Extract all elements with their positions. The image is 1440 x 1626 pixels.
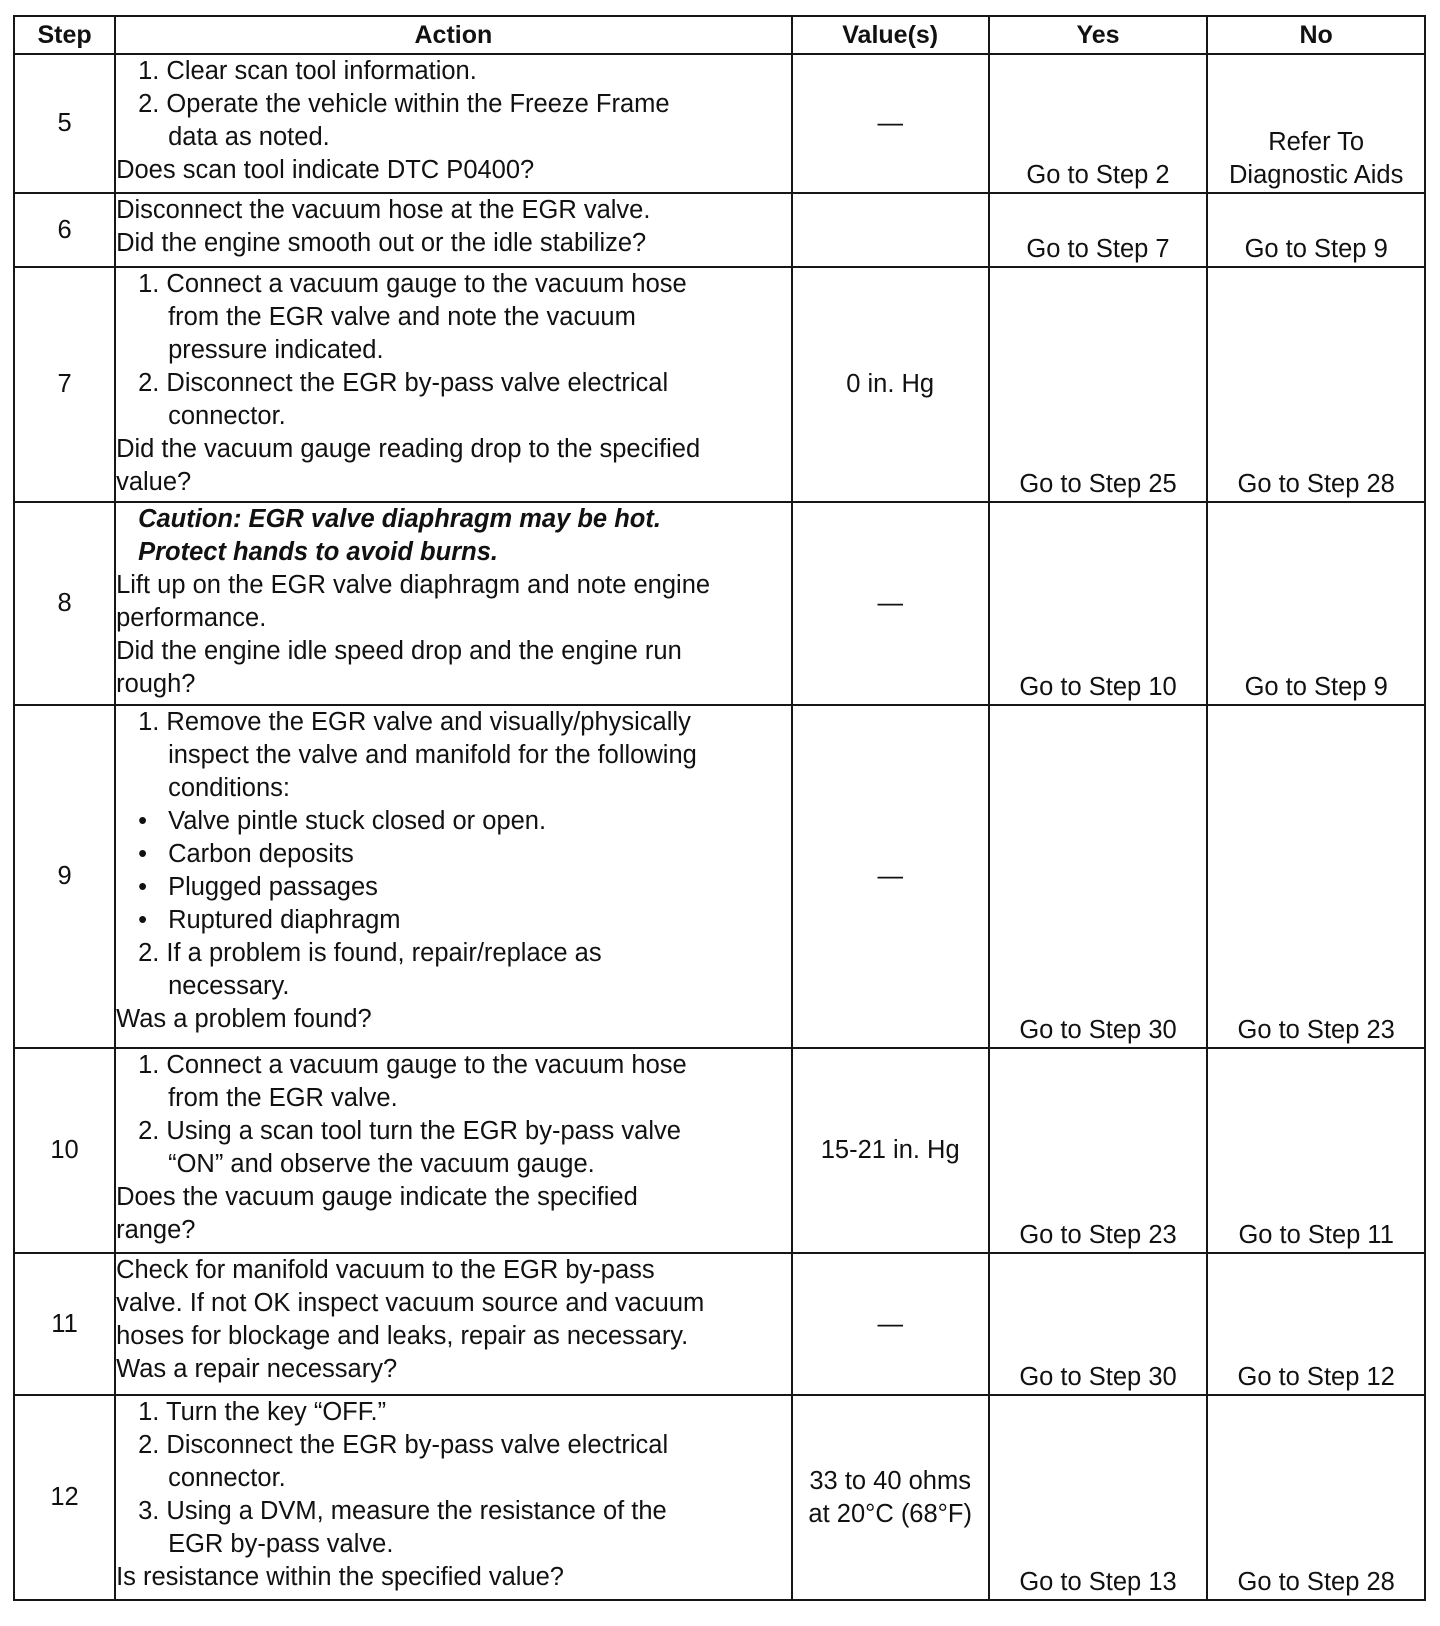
bullet-text: Plugged passages [168, 873, 378, 901]
step-number: 6 [14, 193, 115, 267]
no-cell: Go to Step 12 [1207, 1253, 1425, 1395]
value-cell: — [792, 502, 989, 705]
no-cell: Go to Step 9 [1207, 502, 1425, 705]
bullet-glyph: • [138, 840, 148, 868]
value-cell: — [792, 705, 989, 1048]
action-line: connector. [168, 402, 286, 430]
action-question: rough? [116, 670, 196, 698]
action-line: necessary. [168, 972, 290, 1000]
action-line: hoses for blockage and leaks, repair as necessary. [116, 1322, 689, 1350]
header-row [14, 16, 1425, 54]
header-no: No [1207, 16, 1425, 54]
value-cell: — [792, 1253, 989, 1395]
action-question: Does the vacuum gauge indicate the specified [116, 1183, 638, 1211]
header-action: Action [115, 16, 792, 54]
value-cell: — [792, 54, 989, 193]
action-line: inspect the valve and manifold for the following [168, 741, 697, 769]
header-values: Value(s) [792, 16, 989, 54]
action-line: 1. Clear scan tool information. [138, 57, 477, 85]
caution-line: Protect hands to avoid burns. [138, 538, 498, 566]
value-cell: 0 in. Hg [792, 267, 989, 502]
caution-line: Caution: EGR valve diaphragm may be hot. [138, 505, 661, 533]
action-line: “ON” and observe the vacuum gauge. [168, 1150, 595, 1178]
action-question: value? [116, 468, 192, 496]
action-question: Did the engine smooth out or the idle stabilize? [116, 229, 647, 257]
action-question: Was a problem found? [116, 1005, 372, 1033]
no-line: Refer To [1268, 128, 1365, 156]
action-line: 2. If a problem is found, repair/replace as [138, 939, 602, 967]
header-step: Step [14, 16, 115, 54]
value-cell: 15-21 in. Hg [792, 1048, 989, 1253]
action-line: 3. Using a DVM, measure the resistance of the [138, 1497, 667, 1525]
diagnostic-table [13, 15, 1426, 1601]
action-question: Did the vacuum gauge reading drop to the specified [116, 435, 701, 463]
bullet-item [116, 904, 791, 937]
action-line: conditions: [168, 774, 290, 802]
header-yes: Yes [989, 16, 1208, 54]
action-line: from the EGR valve. [168, 1084, 398, 1112]
table-row-step-12 [14, 1395, 1425, 1600]
step-number: 10 [14, 1048, 115, 1253]
bullet-glyph: • [138, 873, 148, 901]
action-cell [115, 1253, 792, 1395]
action-question: Does scan tool indicate DTC P0400? [116, 156, 535, 184]
action-line: 1. Connect a vacuum gauge to the vacuum hose [138, 270, 687, 298]
action-line: 1. Remove the EGR valve and visually/physically [138, 708, 691, 736]
yes-cell: Go to Step 30 [989, 1253, 1208, 1395]
action-line: valve. If not OK inspect vacuum source and vacuum [116, 1289, 705, 1317]
yes-cell: Go to Step 25 [989, 267, 1208, 502]
no-cell [1207, 54, 1425, 193]
yes-cell: Go to Step 2 [989, 54, 1208, 193]
table-row-step-10 [14, 1048, 1425, 1253]
step-number: 5 [14, 54, 115, 193]
bullet-text: Ruptured diaphragm [168, 906, 401, 934]
step-number: 7 [14, 267, 115, 502]
no-cell: Go to Step 23 [1207, 705, 1425, 1048]
action-line: Disconnect the vacuum hose at the EGR valve. [116, 196, 651, 224]
yes-cell: Go to Step 7 [989, 193, 1208, 267]
action-line: 1. Turn the key “OFF.” [138, 1398, 387, 1426]
table-row-step-6 [14, 193, 1425, 267]
action-line: from the EGR valve and note the vacuum [168, 303, 636, 331]
table-row-step-9 [14, 705, 1425, 1048]
step-number: 9 [14, 705, 115, 1048]
bullet-text: Valve pintle stuck closed or open. [168, 807, 547, 835]
action-question: Was a repair necessary? [116, 1355, 398, 1383]
action-cell [115, 54, 792, 193]
step-number: 12 [14, 1395, 115, 1600]
action-line: connector. [168, 1464, 286, 1492]
action-line: performance. [116, 604, 267, 632]
no-cell: Go to Step 28 [1207, 1395, 1425, 1600]
bullet-item [116, 838, 791, 871]
yes-cell: Go to Step 13 [989, 1395, 1208, 1600]
action-question: Is resistance within the specified value? [116, 1563, 564, 1591]
action-line: EGR by-pass valve. [168, 1530, 394, 1558]
table-row-step-7 [14, 267, 1425, 502]
action-line: Lift up on the EGR valve diaphragm and note engine [116, 571, 711, 599]
bullet-item [116, 805, 791, 838]
no-line: Diagnostic Aids [1229, 161, 1404, 189]
action-cell [115, 1048, 792, 1253]
no-cell: Go to Step 9 [1207, 193, 1425, 267]
yes-cell: Go to Step 10 [989, 502, 1208, 705]
no-cell: Go to Step 28 [1207, 267, 1425, 502]
bullet-item [116, 871, 791, 904]
table-row-step-5 [14, 54, 1425, 193]
value-line: at 20°C (68°F) [808, 1499, 972, 1528]
action-cell [115, 193, 792, 267]
action-cell [115, 1395, 792, 1600]
bullet-text: Carbon deposits [168, 840, 354, 868]
action-question: range? [116, 1216, 196, 1244]
no-cell: Go to Step 11 [1207, 1048, 1425, 1253]
action-line: 2. Using a scan tool turn the EGR by-pass valve [138, 1117, 681, 1145]
action-line: 1. Connect a vacuum gauge to the vacuum hose [138, 1051, 687, 1079]
action-cell [115, 502, 792, 705]
bullet-glyph: • [138, 807, 148, 835]
action-line: data as noted. [168, 123, 330, 151]
action-line: 2. Disconnect the EGR by-pass valve electrical [138, 1431, 669, 1459]
action-cell [115, 267, 792, 502]
action-line: 2. Disconnect the EGR by-pass valve electrical [138, 369, 669, 397]
action-line: 2. Operate the vehicle within the Freeze Frame [138, 90, 670, 118]
step-number: 11 [14, 1253, 115, 1395]
value-cell [792, 193, 989, 267]
diagnostic-page [13, 15, 1426, 1601]
action-line: pressure indicated. [168, 336, 384, 364]
yes-cell: Go to Step 23 [989, 1048, 1208, 1253]
action-question: Did the engine idle speed drop and the engine run [116, 637, 682, 665]
yes-cell: Go to Step 30 [989, 705, 1208, 1048]
table-row-step-11 [14, 1253, 1425, 1395]
bullet-glyph: • [138, 906, 148, 934]
value-cell [792, 1395, 989, 1600]
value-line: 33 to 40 ohms [809, 1466, 971, 1495]
table-row-step-8 [14, 502, 1425, 705]
action-cell [115, 705, 792, 1048]
step-number: 8 [14, 502, 115, 705]
action-line: Check for manifold vacuum to the EGR by-pass [116, 1256, 655, 1284]
